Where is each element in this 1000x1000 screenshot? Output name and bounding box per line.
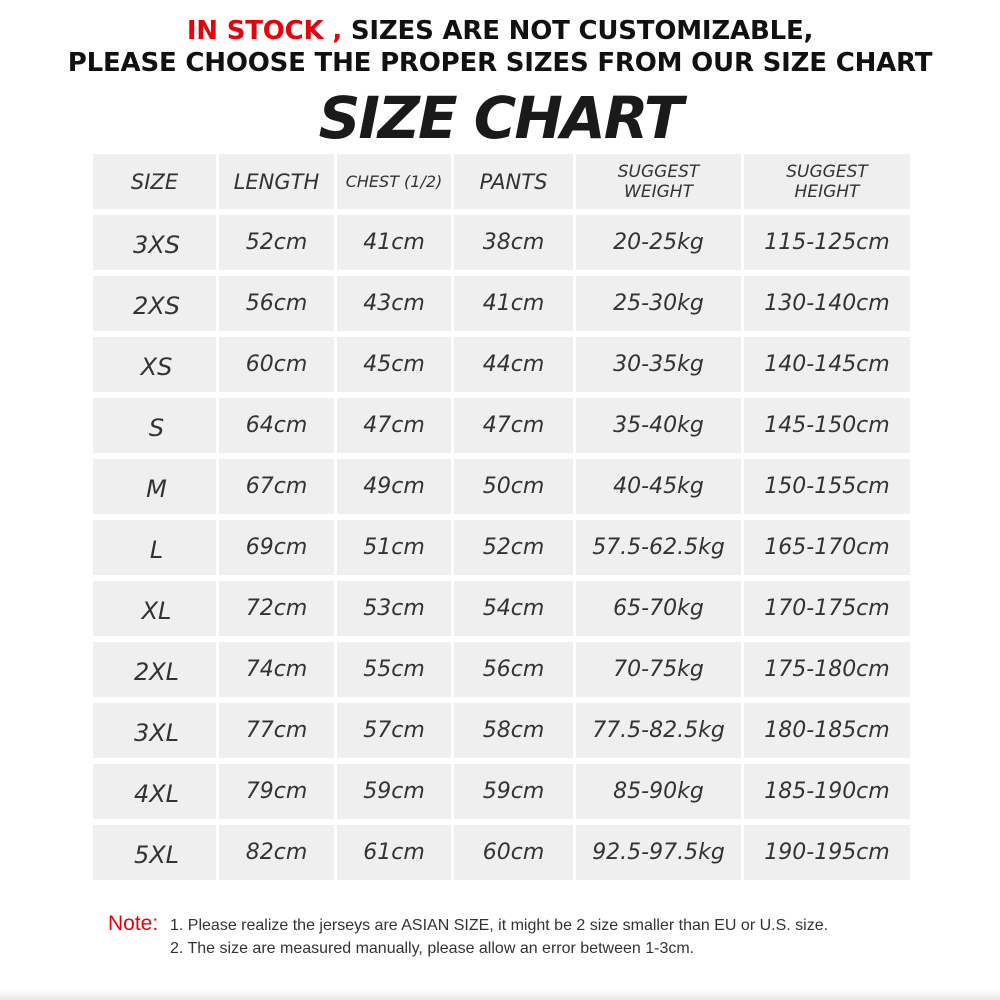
cell-chest: 61cm [337, 825, 451, 880]
note-label: Note: [108, 912, 159, 935]
cell-weight: 57.5-62.5kg [576, 520, 741, 575]
cell-size: 2XL [93, 642, 216, 697]
cell-weight: 30-35kg [576, 337, 741, 392]
cell-pants: 54cm [454, 581, 573, 636]
cell-chest: 47cm [337, 398, 451, 453]
cell-length: 69cm [219, 520, 334, 575]
cell-height: 140-145cm [744, 337, 910, 392]
cell-height: 185-190cm [744, 764, 910, 819]
cell-pants: 56cm [454, 642, 573, 697]
not-customizable-text: SIZES ARE NOT CUSTOMIZABLE, [342, 16, 814, 46]
cell-weight: 92.5-97.5kg [576, 825, 741, 880]
cell-height: 150-155cm [744, 459, 910, 514]
note-line-1: 1. Please realize the jerseys are ASIAN SIZE, it might be 2 size smaller than EU or U.S. size. [170, 917, 829, 934]
cell-chest: 45cm [337, 337, 451, 392]
cell-chest: 41cm [337, 215, 451, 270]
page-title: SIZE CHART [318, 84, 682, 152]
note-row-1 [108, 912, 988, 940]
note-row-2 [108, 940, 988, 968]
cell-weight: 85-90kg [576, 764, 741, 819]
cell-height: 165-170cm [744, 520, 910, 575]
cell-length: 74cm [219, 642, 334, 697]
cell-size: 5XL [93, 825, 216, 880]
cell-height: 190-195cm [744, 825, 910, 880]
header-length: LENGTH [219, 154, 334, 209]
cell-size: M [93, 459, 216, 514]
cell-pants: 60cm [454, 825, 573, 880]
cell-pants: 38cm [454, 215, 573, 270]
header-suggest-height [744, 154, 910, 209]
cell-pants: 44cm [454, 337, 573, 392]
header-chest: CHEST (1/2) [337, 154, 451, 209]
footer-shade [0, 990, 1000, 1000]
cell-pants: 41cm [454, 276, 573, 331]
cell-size: 3XS [93, 215, 216, 270]
cell-weight: 35-40kg [576, 398, 741, 453]
cell-size: S [93, 398, 216, 453]
cell-chest: 43cm [337, 276, 451, 331]
cell-length: 82cm [219, 825, 334, 880]
cell-height: 130-140cm [744, 276, 910, 331]
cell-chest: 53cm [337, 581, 451, 636]
cell-weight: 25-30kg [576, 276, 741, 331]
header-weight-line-1: SUGGEST [617, 161, 700, 182]
cell-length: 60cm [219, 337, 334, 392]
cell-length: 77cm [219, 703, 334, 758]
header-suggest-weight [576, 154, 741, 209]
cell-chest: 59cm [337, 764, 451, 819]
cell-chest: 49cm [337, 459, 451, 514]
cell-height: 170-175cm [744, 581, 910, 636]
header-height-line-2: HEIGHT [794, 181, 860, 202]
cell-weight: 20-25kg [576, 215, 741, 270]
note-line-2: 2. The size are measured manually, please allow an error between 1-3cm. [170, 940, 695, 957]
header-height-line-1: SUGGEST [786, 161, 868, 182]
cell-length: 72cm [219, 581, 334, 636]
header-pants: PANTS [454, 154, 573, 209]
cell-size: L [93, 520, 216, 575]
cell-height: 115-125cm [744, 215, 910, 270]
cell-weight: 40-45kg [576, 459, 741, 514]
cell-length: 64cm [219, 398, 334, 453]
cell-pants: 52cm [454, 520, 573, 575]
cell-height: 145-150cm [744, 398, 910, 453]
cell-pants: 50cm [454, 459, 573, 514]
cell-size: 2XS [93, 276, 216, 331]
header-weight-line-2: WEIGHT [624, 181, 693, 202]
cell-size: XL [93, 581, 216, 636]
cell-chest: 51cm [337, 520, 451, 575]
stock-notice-line-2: PLEASE CHOOSE THE PROPER SIZES FROM OUR SIZE CHART [67, 48, 933, 78]
cell-weight: 65-70kg [576, 581, 741, 636]
cell-size: 3XL [93, 703, 216, 758]
cell-pants: 59cm [454, 764, 573, 819]
cell-weight: 77.5-82.5kg [576, 703, 741, 758]
header-size: SIZE [93, 154, 216, 209]
cell-pants: 58cm [454, 703, 573, 758]
cell-chest: 57cm [337, 703, 451, 758]
cell-length: 67cm [219, 459, 334, 514]
cell-length: 79cm [219, 764, 334, 819]
cell-weight: 70-75kg [576, 642, 741, 697]
cell-size: XS [93, 337, 216, 392]
cell-height: 180-185cm [744, 703, 910, 758]
notes-section [108, 912, 988, 968]
cell-length: 52cm [219, 215, 334, 270]
cell-chest: 55cm [337, 642, 451, 697]
size-chart-table [93, 154, 910, 883]
cell-length: 56cm [219, 276, 334, 331]
cell-pants: 47cm [454, 398, 573, 453]
cell-height: 175-180cm [744, 642, 910, 697]
cell-size: 4XL [93, 764, 216, 819]
stock-notice-line-1 [0, 16, 1000, 46]
in-stock-label: IN STOCK , [186, 16, 343, 46]
